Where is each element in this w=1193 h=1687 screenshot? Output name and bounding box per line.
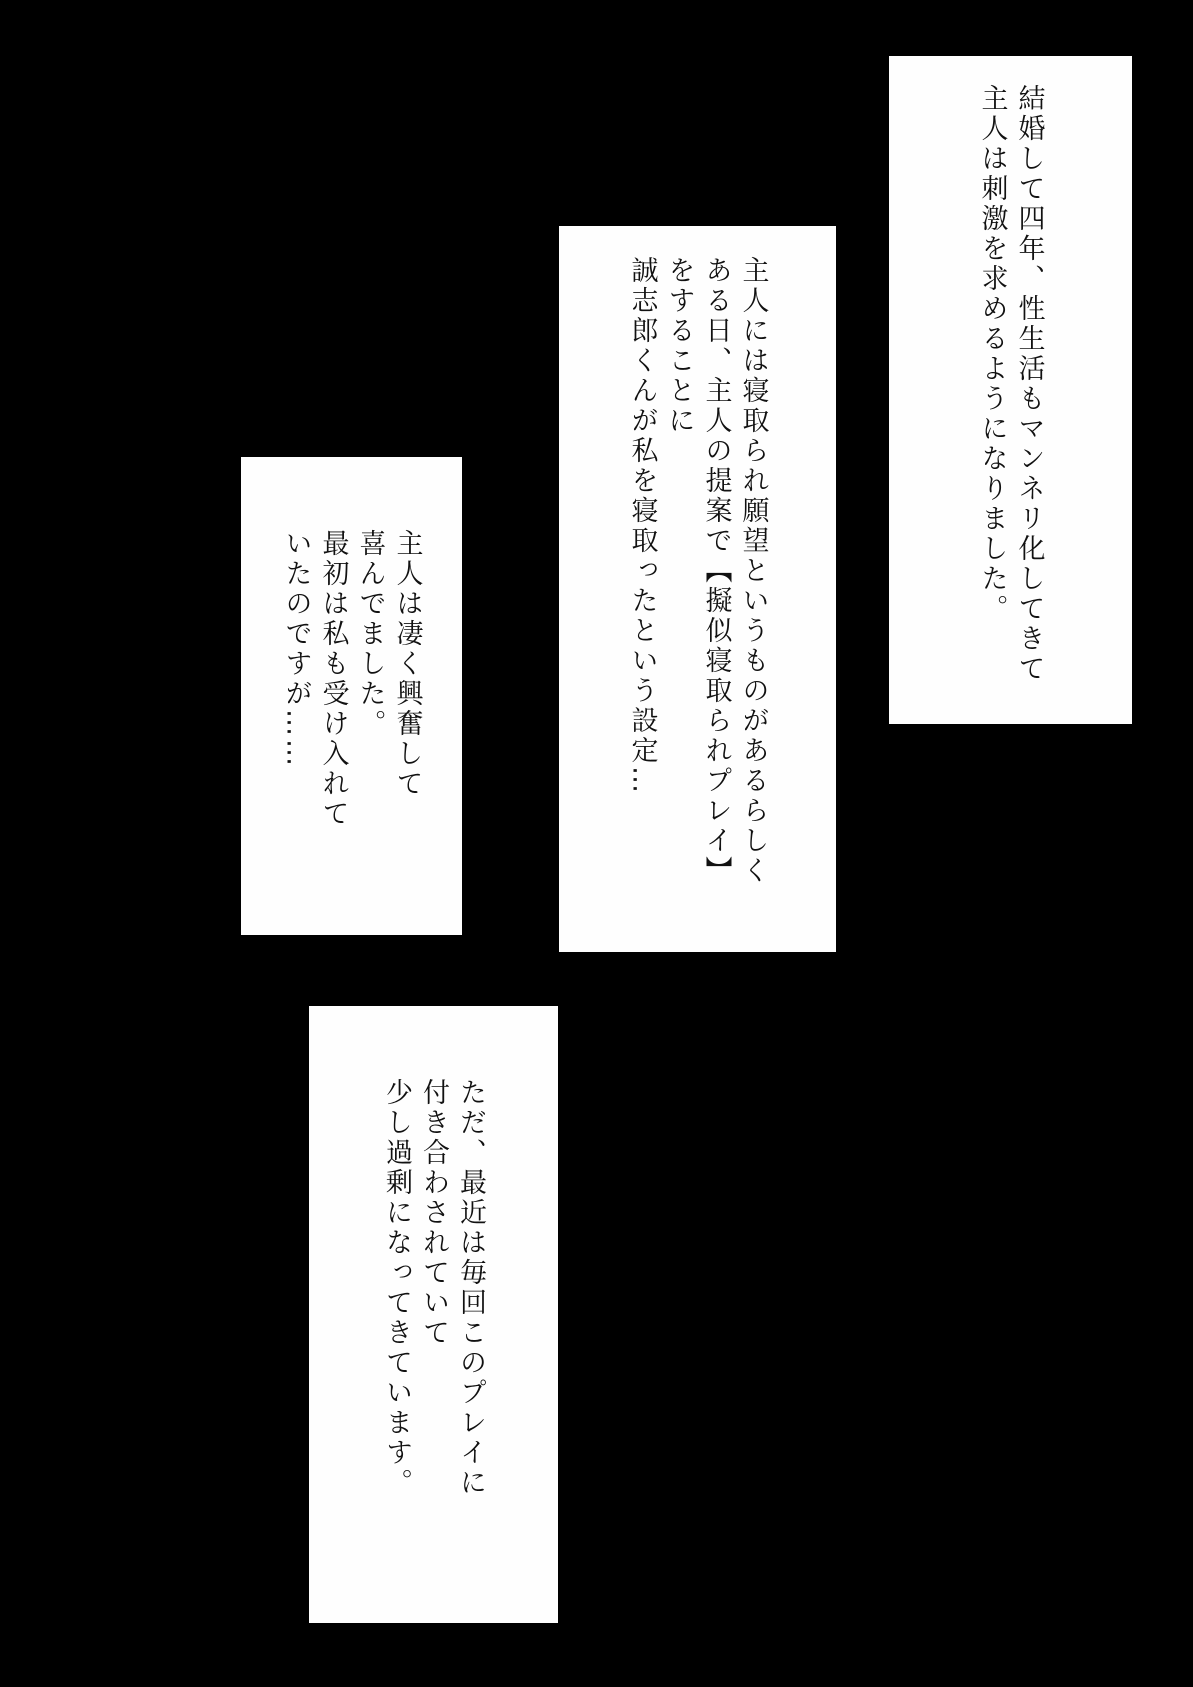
narration-box-2 — [559, 226, 836, 952]
narration-line: 主人は刺激を求めるようになりました。 — [976, 84, 1008, 624]
narration-box-1-text — [974, 84, 1048, 684]
narration-line: 誠志郎くんが私を寝取ったという設定… — [626, 256, 658, 796]
narration-box-3 — [241, 457, 462, 935]
narration-line: をすることに — [663, 256, 695, 436]
narration-line: 主人には寝取られ願望というものがあるらしく — [737, 256, 769, 886]
narration-line: 少し過剰になってきています。 — [381, 1078, 412, 1498]
narration-line: 最初は私も受け入れて — [317, 529, 349, 829]
narration-box-3-text — [278, 529, 426, 829]
narration-line: 結婚して四年、性生活もマンネリ化してきて — [1013, 84, 1045, 684]
narration-box-1 — [889, 56, 1132, 724]
narration-line: いたのですが…… — [280, 529, 312, 769]
narration-line: ある日、主人の提案で【擬似寝取られプレイ】 — [700, 256, 732, 886]
narration-line: 喜んでました。 — [354, 529, 386, 739]
narration-box-2-text — [624, 256, 772, 886]
narration-line: 付き合わされていて — [418, 1078, 449, 1348]
narration-box-4-text — [378, 1078, 489, 1498]
narration-line: ただ、最近は毎回このプレイに — [455, 1078, 486, 1498]
narration-line: 主人は凄く興奮して — [391, 529, 423, 799]
narration-box-4 — [309, 1006, 558, 1623]
